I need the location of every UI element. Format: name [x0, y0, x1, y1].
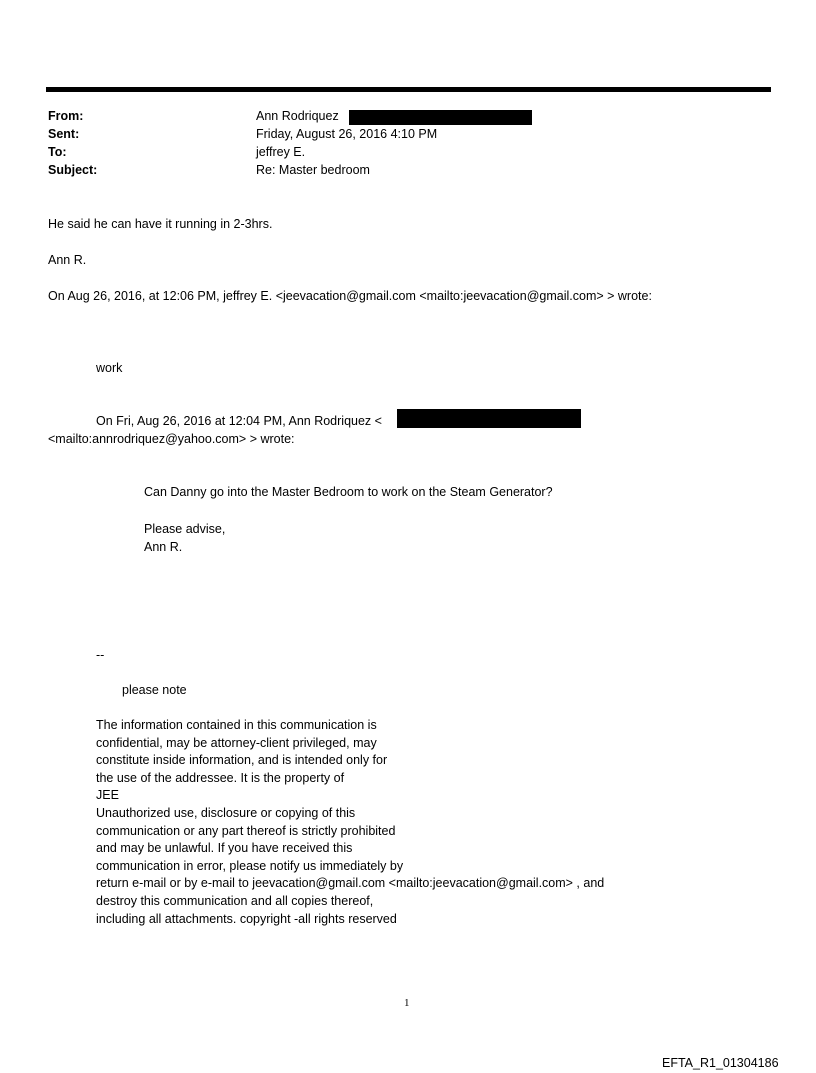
disclaimer-line: communication in error, please notify us immediately by: [96, 858, 404, 873]
disclaimer-line: return e-mail or by e-mail to jeevacation@gmail.com <mailto:jeevacation@gmail.com> , and: [96, 876, 605, 891]
disclaimer-line: constitute inside information, and is intended only for: [96, 753, 388, 768]
disclaimer-line: JEE: [96, 788, 119, 803]
signature: Ann R.: [144, 540, 183, 554]
question-text: Can Danny go into the Master Bedroom to work on the Steam Generator?: [144, 485, 553, 499]
document-id: EFTA_R1_01304186: [662, 1056, 779, 1070]
quote-intro: On Aug 26, 2016, at 12:06 PM, jeffrey E. <jeevacation@gmail.com <mailto:jeevacation@gmail.com> > wrote:: [48, 289, 652, 303]
sent-value: Friday, August 26, 2016 4:10 PM: [256, 127, 438, 141]
to-label: To:: [48, 145, 67, 159]
from-label: From:: [48, 109, 84, 123]
disclaimer: [96, 717, 604, 928]
disclaimer-line: confidential, may be attorney-client privileged, may: [96, 735, 377, 750]
to-value: jeffrey E.: [256, 145, 306, 159]
note-heading: please note: [122, 683, 187, 697]
subject-value: Re: Master bedroom: [256, 163, 370, 177]
reply-text: work: [96, 361, 123, 375]
subject-label: Subject:: [48, 163, 98, 177]
disclaimer-line: The information contained in this communication is: [96, 718, 377, 732]
closing-text: Please advise,: [144, 522, 226, 536]
disclaimer-line: communication or any part thereof is strictly prohibited: [96, 823, 396, 838]
top-rule: [46, 87, 771, 92]
message-line: He said he can have it running in 2-3hrs.: [48, 217, 273, 231]
sent-label: Sent:: [48, 127, 80, 141]
page-number: 1: [404, 997, 410, 1009]
disclaimer-line: and may be unlawful. If you have received this: [96, 841, 353, 856]
disclaimer-line: including all attachments. copyright -all rights reserved: [96, 911, 397, 926]
signature: Ann R.: [48, 253, 87, 267]
quote-intro-nested: On Fri, Aug 26, 2016 at 12:04 PM, Ann Rodriquez <: [96, 414, 382, 428]
redaction-box: [349, 110, 532, 125]
disclaimer-line: destroy this communication and all copies thereof,: [96, 893, 374, 908]
quote-intro-nested-cont: <mailto:annrodriquez@yahoo.com> > wrote:: [48, 432, 295, 446]
from-value: Ann Rodriquez: [256, 109, 339, 123]
redaction-box: [397, 409, 581, 428]
disclaimer-line: the use of the addressee. It is the property of: [96, 770, 345, 785]
disclaimer-line: Unauthorized use, disclosure or copying of this: [96, 805, 356, 820]
signature-separator: --: [96, 648, 105, 662]
